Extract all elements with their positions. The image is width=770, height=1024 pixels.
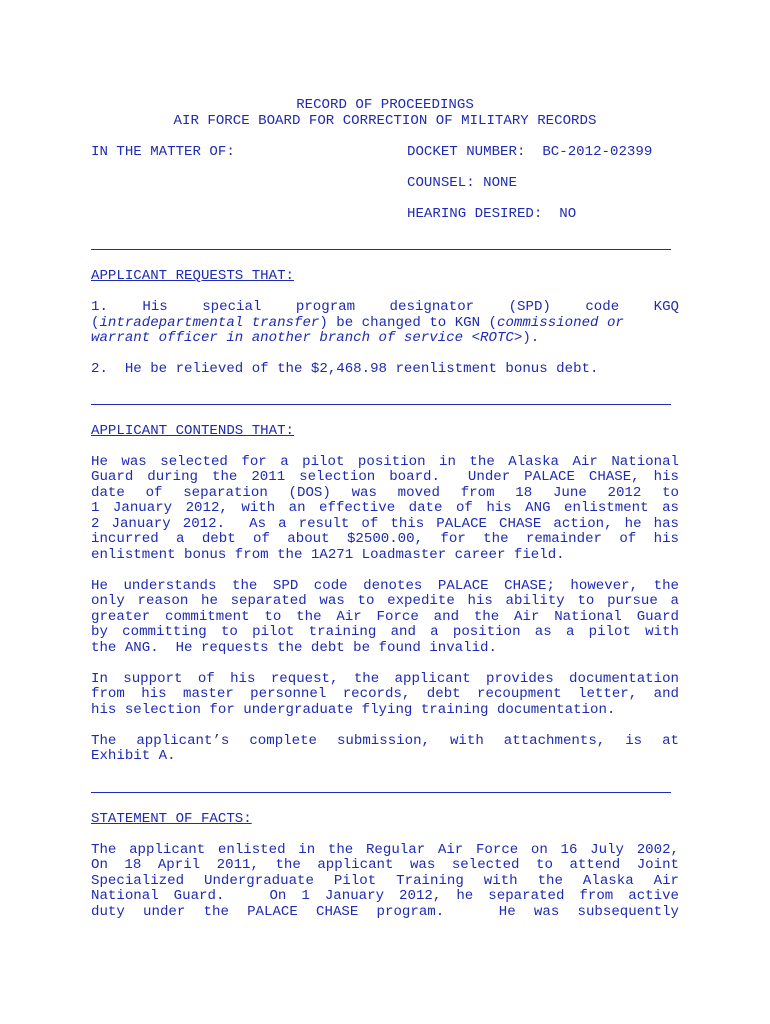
facts-heading: STATEMENT OF FACTS:: [91, 811, 252, 827]
contends-p1-line: 2 January 2012. As a result of this PALACE CHASE action, he has: [91, 516, 679, 532]
contends-p1-line: incurred a debt of about $2500.00, for the remainder of his: [91, 531, 679, 547]
contends-p4-line: The applicant’s complete submission, with attachments, is at: [91, 733, 679, 749]
facts-p1-line: Specialized Undergraduate Pilot Training with the Alaska Air: [91, 873, 679, 889]
contends-p1-line: date of separation (DOS) was moved from 18 June 2012 to: [91, 485, 679, 501]
facts-p1-line: On 18 April 2011, the applicant was selected to attend Joint: [91, 857, 679, 873]
docket-number: DOCKET NUMBER: BC-2012-02399: [407, 144, 653, 160]
contends-p3-line: his selection for undergraduate flying training documentation.: [91, 702, 616, 718]
contends-p1-line: Guard during the 2011 selection board. Under PALACE CHASE, his: [91, 469, 679, 485]
contends-p1-line: enlistment bonus from the 1A271 Loadmaster career field.: [91, 547, 565, 563]
request-item-1-line2: (intradepartmental transfer) be changed to KGN (commissioned or: [91, 315, 624, 331]
divider: [91, 249, 671, 250]
contends-p2-line: only reason he separated was to expedite his ability to pursue a: [91, 593, 679, 609]
board-title: AIR FORCE BOARD FOR CORRECTION OF MILITARY RECORDS: [173, 113, 597, 129]
counsel: COUNSEL: NONE: [407, 175, 517, 191]
contends-p2-line: the ANG. He requests the debt be found invalid.: [91, 640, 497, 656]
contends-p4-line: Exhibit A.: [91, 748, 176, 764]
hearing-desired: HEARING DESIRED: NO: [407, 206, 577, 222]
facts-p1-line: National Guard. On 1 January 2012, he separated from active: [91, 888, 679, 904]
contends-heading: APPLICANT CONTENDS THAT:: [91, 423, 294, 439]
contends-p1-line: He was selected for a pilot position in the Alaska Air National: [91, 454, 679, 470]
contends-p3-line: In support of his request, the applicant provides documentation: [91, 671, 679, 687]
record-title: RECORD OF PROCEEDINGS: [296, 97, 474, 113]
request-item-2: 2. He be relieved of the $2,468.98 reenlistment bonus debt.: [91, 361, 599, 377]
contends-p2-line: greater commitment to the Air Force and the Air National Guard: [91, 609, 679, 625]
request-item-1-line3: warrant officer in another branch of service <ROTC>).: [91, 330, 540, 346]
contends-p2-line: He understands the SPD code denotes PALACE CHASE; however, the: [91, 578, 679, 594]
divider: [91, 404, 671, 405]
contends-p2-line: by committing to pilot training and a position as a pilot with: [91, 624, 679, 640]
facts-p1-line: The applicant enlisted in the Regular Air Force on 16 July 2002,: [91, 842, 679, 858]
facts-p1-line: duty under the PALACE CHASE program. He was subsequently: [91, 904, 679, 920]
requests-heading: APPLICANT REQUESTS THAT:: [91, 268, 294, 284]
divider: [91, 792, 671, 793]
contends-p3-line: from his master personnel records, debt recoupment letter, and: [91, 686, 679, 702]
matter-label: IN THE MATTER OF:: [91, 144, 235, 160]
request-item-1-line1: 1. His special program designator (SPD) code KGQ: [91, 299, 679, 315]
contends-p1-line: 1 January 2012, with an effective date of his ANG enlistment as: [91, 500, 679, 516]
